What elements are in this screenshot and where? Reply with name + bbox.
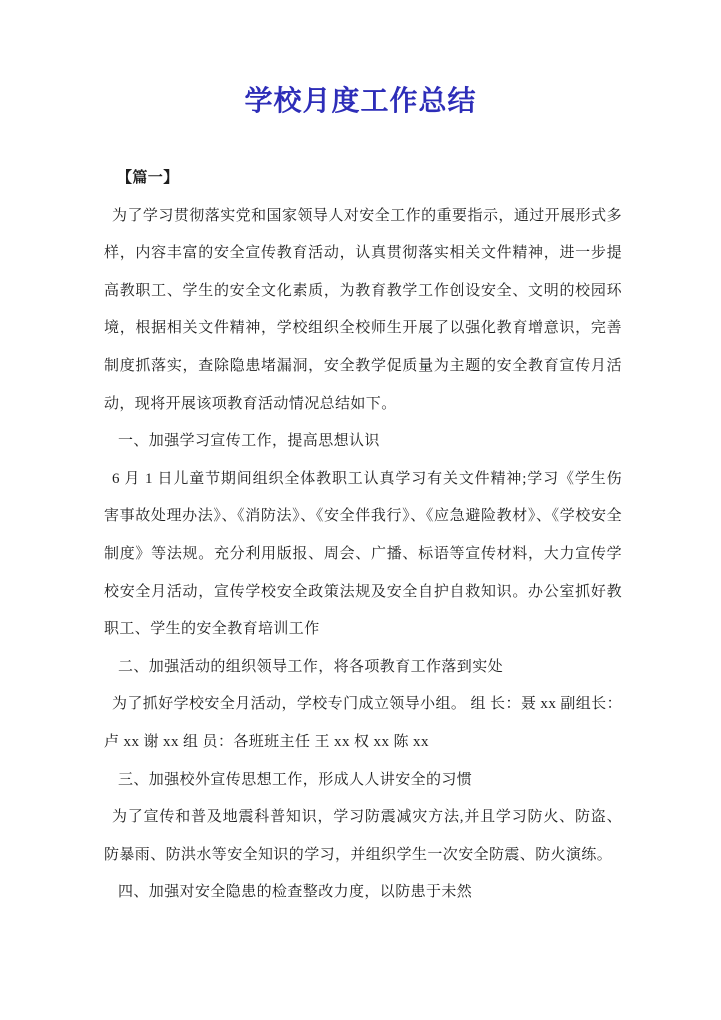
document-body [104, 160, 622, 912]
paragraph-section-1: 6 月 1 日儿童节期间组织全体教职工认真学习有关文件精神;学习《学生伤害事故处理办法》、《消防法》、《安全伴我行》、《应急避险教材》、《学校安全制度》等法规。充分利用版报、周会、广播、标语等宣传材料，大力宣传学校安全月活动，宣传学校安全政策法规及安全自护自救知识。办公室抓好教职工、学生的安全教育培训工作 [104, 470, 622, 638]
heading-section-4: 四、加强对安全隐患的检查整改力度，以防患于未然 [118, 884, 473, 901]
heading-section-2: 二、加强活动的组织领导工作，将各项教育工作落到实处 [118, 658, 504, 675]
page-title: 学校月度工作总结 [244, 86, 477, 117]
paragraph-intro: 为了学习贯彻落实党和国家领导人对安全工作的重要指示，通过开展形式多样，内容丰富的安全宣传教育活动，认真贯彻落实相关文件精神，进一步提高教职工、学生的安全文化素质，为教育教学工作创设安全、文明的校园环境，根据相关文件精神，学校组织全校师生开展了以强化教育增意识，完善制度抓落实，查除隐患堵漏洞，安全教学促质量为主题的安全教育宣传月活动，现将开展该项教育活动情况总结如下。 [104, 207, 622, 412]
heading-section-1: 一、加强学习宣传工作，提高思想认识 [118, 433, 380, 450]
paragraph-section-3: 为了宣传和普及地震科普知识，学习防震减灾方法,并且学习防火、防盗、防暴雨、防洪水等安全知识的学习，并组织学生一次安全防震、防火演练。 [104, 809, 622, 863]
heading-section-3: 三、加强校外宣传思想工作，形成人人讲安全的习惯 [118, 771, 473, 788]
paragraph-section-2: 为了抓好学校安全月活动，学校专门成立领导小组。 组 长：聂 xx 副组长：卢 xx 谢 xx 组 员：各班班主任 王 xx 权 xx 陈 xx [104, 696, 622, 750]
section-label: 【篇一】 [117, 170, 179, 186]
